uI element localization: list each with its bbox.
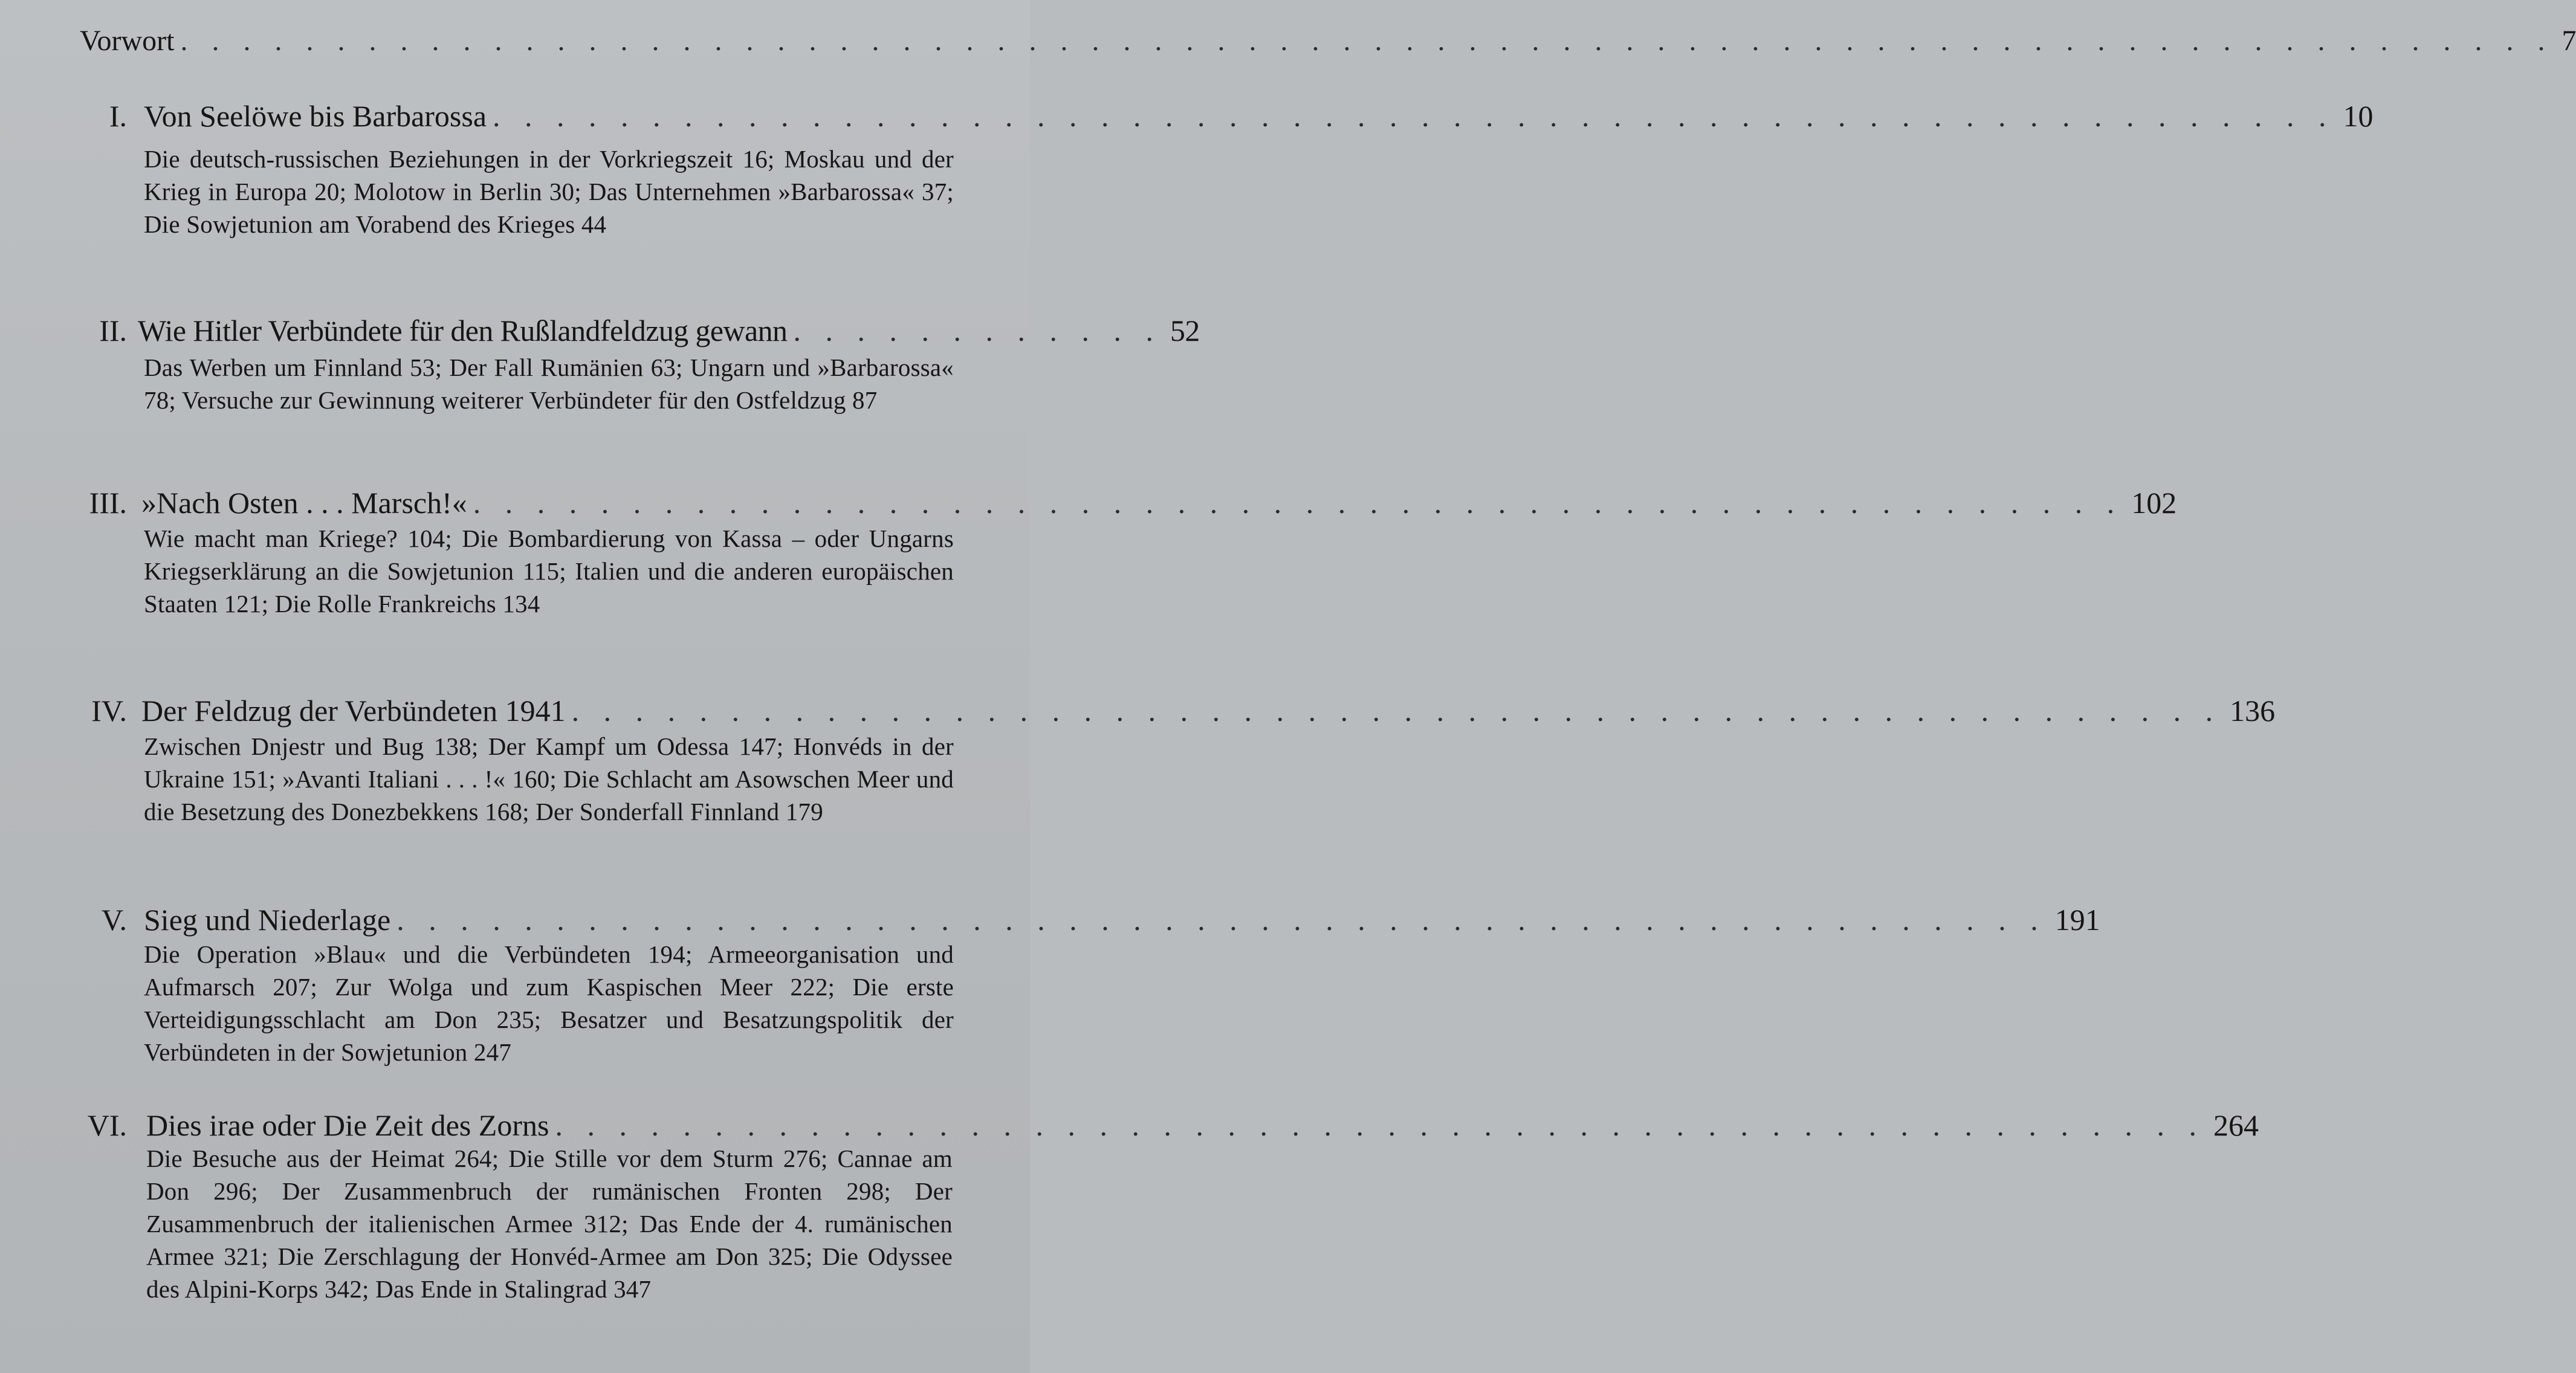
dot-leader: . . . . . . . . . . . .	[793, 314, 1162, 347]
chapter-numeral: V.	[101, 903, 127, 937]
chapter-summary: Die Operation »Blau« und die Verbündeten 194; Armeeorganisation und Aufmarsch 207; Zur Wolga und zum Kaspischen Meer 222; Die erste Verteidigungsschlacht am Don 235; Besatzer und Besatzungspolitik der Verbündeten in der Sowjetunion 247	[144, 940, 954, 1066]
chapter-title: Sieg und Niederlage	[144, 903, 391, 937]
chapter-title: Wie Hitler Verbündete für den Rußlandfeldzug gewann	[138, 314, 788, 347]
chapter-title: Dies irae oder Die Zeit des Zorns	[146, 1108, 549, 1142]
chapter-numeral: I.	[109, 99, 127, 133]
chapter-summary: Die Besuche aus der Heimat 264; Die Stille vor dem Sturm 276; Cannae am Don 296; Der Zusammenbruch der rumänischen Fronten 298; Der Zusammenbruch der italienischen Armee 312; Das Ende der 4. rumänischen Armee 321; Die Zerschlagung der Honvéd-Armee am Don 325; Die Odyssee des Alpini-Korps 342; Das Ende in Stalingrad 347	[146, 1145, 953, 1303]
chapter-heading[interactable]	[138, 311, 1200, 350]
chapter-heading[interactable]	[141, 483, 2177, 522]
chapter-summary: Wie macht man Kriege? 104; Die Bombardierung von Kassa – oder Ungarns Kriegserklärung an die Sowjetunion 115; Italien und die anderen europäischen Staaten 121; Die Rolle Frankreichs 134	[144, 525, 954, 618]
chapter-title: Von Seelöwe bis Barbarossa	[144, 99, 487, 133]
chapter-heading[interactable]	[141, 691, 2276, 730]
toc-entry-vorwort[interactable]	[80, 18, 2576, 64]
dot-leader: . . . . . . . . . . . . . . . . . . . . . . . . . . . . . . . . . . . . . . . . . . . . . . . . . . . .	[571, 694, 2222, 728]
chapter-summary: Zwischen Dnjestr und Bug 138; Der Kampf um Odessa 147; Honvéds in der Ukraine 151; »Avanti Italiani . . . !« 160; Die Schlacht am Asowschen Meer und die Besetzung des Donezbekkens 168; Der Sonderfall Finnland 179	[144, 732, 954, 825]
chapter-numeral: II.	[99, 314, 127, 347]
dot-leader: . . . . . . . . . . . . . . . . . . . . . . . . . . . . . . . . . . . . . . . . . . . . . . . . . . . .	[555, 1108, 2205, 1142]
chapter-title: Der Feldzug der Verbündeten 1941	[141, 694, 566, 728]
chapter-summary: Das Werben um Finnland 53; Der Fall Rumänien 63; Ungarn und »Barbarossa« 78; Versuche zur Gewinnung weiterer Verbündeter für den Ostfeldzug 87	[144, 354, 954, 414]
chapter-heading[interactable]	[146, 1106, 2259, 1145]
chapter-page-number: 191	[2054, 903, 2100, 937]
chapter-numeral: VI.	[87, 1108, 127, 1142]
dot-leader: . . . . . . . . . . . . . . . . . . . . . . . . . . . . . . . . . . . . . . . . . . . . . . . . . . . . . . . . . . . . . . . . . . . . . . . . . . . .	[180, 25, 2554, 57]
chapter-numeral: IV.	[91, 694, 127, 728]
chapter-page-number: 264	[2213, 1108, 2259, 1142]
vorwort-page-number: 7	[2561, 25, 2576, 57]
chapter-heading[interactable]	[144, 97, 2374, 135]
dot-leader: . . . . . . . . . . . . . . . . . . . . . . . . . . . . . . . . . . . . . . . . . . . . . . . . . . . .	[396, 903, 2047, 937]
dot-leader: . . . . . . . . . . . . . . . . . . . . . . . . . . . . . . . . . . . . . . . . . . . . . . . . . . . .	[473, 486, 2123, 520]
chapter-numeral: III.	[89, 486, 127, 520]
chapter-title: »Nach Osten . . . Marsch!«	[141, 486, 467, 520]
dot-leader: . . . . . . . . . . . . . . . . . . . . . . . . . . . . . . . . . . . . . . . . . . . . . . . . . . . . . . . . . .	[493, 99, 2335, 133]
chapter-page-number: 102	[2131, 486, 2177, 520]
chapter-page-number: 10	[2343, 99, 2374, 133]
chapter-page-number: 136	[2230, 694, 2276, 728]
chapter-page-number: 52	[1170, 314, 1200, 347]
vorwort-title: Vorwort	[80, 25, 175, 57]
chapter-heading[interactable]	[144, 900, 2100, 939]
chapter-summary: Die deutsch-russischen Beziehungen in der Vorkriegszeit 16; Moskau und der Krieg in Europa 20; Molotow in Berlin 30; Das Unternehmen »Barbarossa« 37; Die Sowjetunion am Vorabend des Krieges 44	[144, 145, 954, 238]
